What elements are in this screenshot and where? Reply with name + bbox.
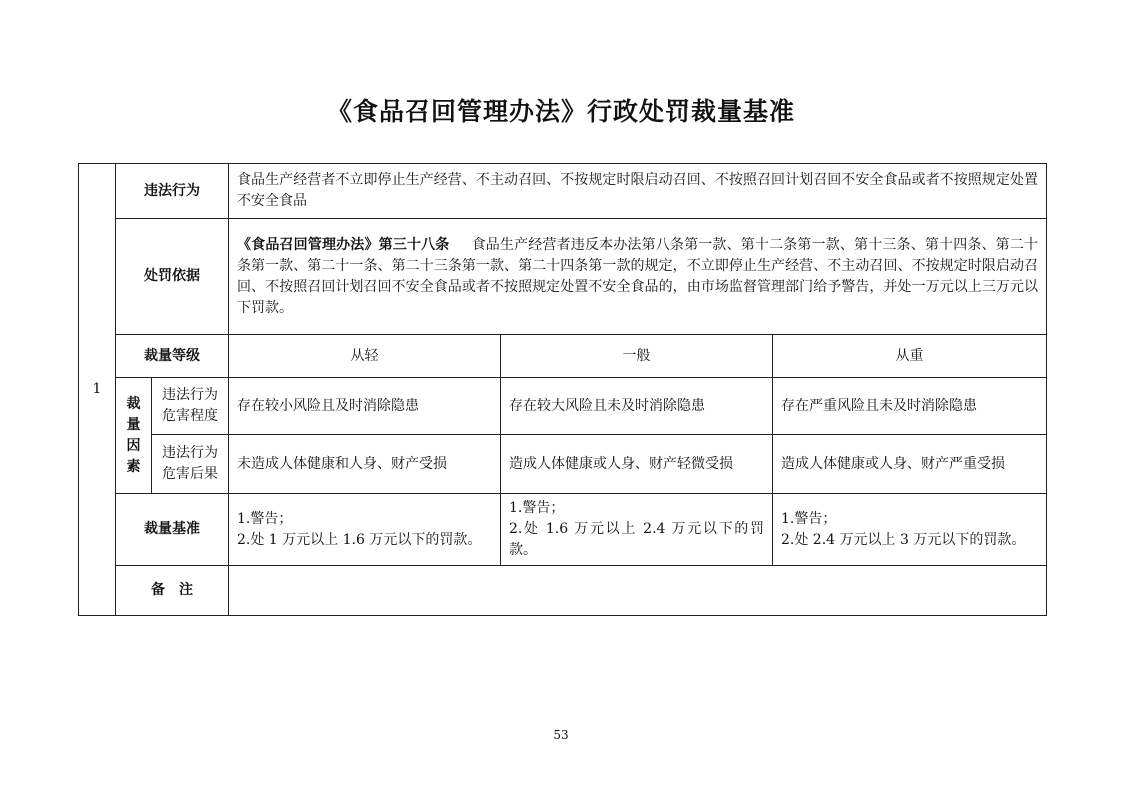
violation-row — [79, 164, 1047, 219]
level-lenient: 从轻 — [229, 335, 501, 378]
factor-degree-severe: 存在严重风险且未及时消除隐患 — [773, 378, 1047, 435]
remarks-row — [79, 566, 1047, 616]
basis-article: 《食品召回管理办法》第三十八条 — [237, 236, 450, 253]
standard-label: 裁量基准 — [116, 494, 229, 566]
violation-label: 违法行为 — [116, 164, 229, 219]
basis-cell — [229, 219, 1047, 335]
level-severe: 从重 — [773, 335, 1047, 378]
standard-general-line1: 1.警告； — [509, 500, 565, 516]
factor-row-degree — [79, 378, 1047, 435]
standard-general — [501, 494, 773, 566]
factors-label: 裁量因素 — [116, 378, 152, 494]
levels-row — [79, 335, 1047, 378]
standard-lenient-line2: 2.处 1 万元以上 1.6 万元以下的罚款。 — [237, 531, 482, 548]
standard-general-line2: 2.处 1.6 万元以上 2.4 万元以下的罚款。 — [509, 521, 764, 558]
level-general: 一般 — [501, 335, 773, 378]
remarks-text — [229, 566, 1047, 616]
levels-label: 裁量等级 — [116, 335, 229, 378]
document-title: 《食品召回管理办法》行政处罚裁量基准 — [326, 97, 795, 126]
standard-severe-line2: 2.处 2.4 万元以上 3 万元以下的罚款。 — [781, 531, 1026, 548]
standard-lenient-line1: 1.警告； — [237, 510, 293, 527]
basis-text: 食品生产经营者违反本办法第八条第一款、第十二条第一款、第十三条、第十四条、第二十条第一款、第二十一条、第二十三条第一款、第二十四条第一款的规定，不立即停止生产经营、不主动召回、不按规定时限启动召回、不按照召回计划召回不安全食品或者不按照规定处置不安全食品的，由市场监督管理部门给予警告，并处一万元以上三万元以下罚款。 — [237, 236, 1039, 316]
basis-label: 处罚依据 — [116, 219, 229, 335]
row-number: 1 — [79, 164, 116, 616]
factor-consequence-severe: 造成人体健康或人身、财产严重受损 — [773, 435, 1047, 494]
factor-consequence-label: 违法行为危害后果 — [152, 435, 229, 494]
remarks-label: 备 注 — [116, 566, 229, 616]
basis-row — [79, 219, 1047, 335]
factor-degree-lenient: 存在较小风险且及时消除隐患 — [229, 378, 501, 435]
standard-row — [79, 494, 1047, 566]
factor-degree-label: 违法行为危害程度 — [152, 378, 229, 435]
standard-lenient — [229, 494, 501, 566]
standard-severe — [773, 494, 1047, 566]
violation-text: 食品生产经营者不立即停止生产经营、不主动召回、不按规定时限启动召回、不按照召回计划召回不安全食品或者不按照规定处置不安全食品 — [229, 164, 1047, 219]
factor-row-consequence — [79, 435, 1047, 494]
penalty-standard-table — [78, 163, 1047, 616]
standard-severe-line1: 1.警告； — [781, 510, 837, 527]
factor-degree-general: 存在较大风险且未及时消除隐患 — [501, 378, 773, 435]
page-number: 53 — [553, 728, 569, 742]
factor-consequence-lenient: 未造成人体健康和人身、财产受损 — [229, 435, 501, 494]
factor-consequence-general: 造成人体健康或人身、财产轻微受损 — [501, 435, 773, 494]
